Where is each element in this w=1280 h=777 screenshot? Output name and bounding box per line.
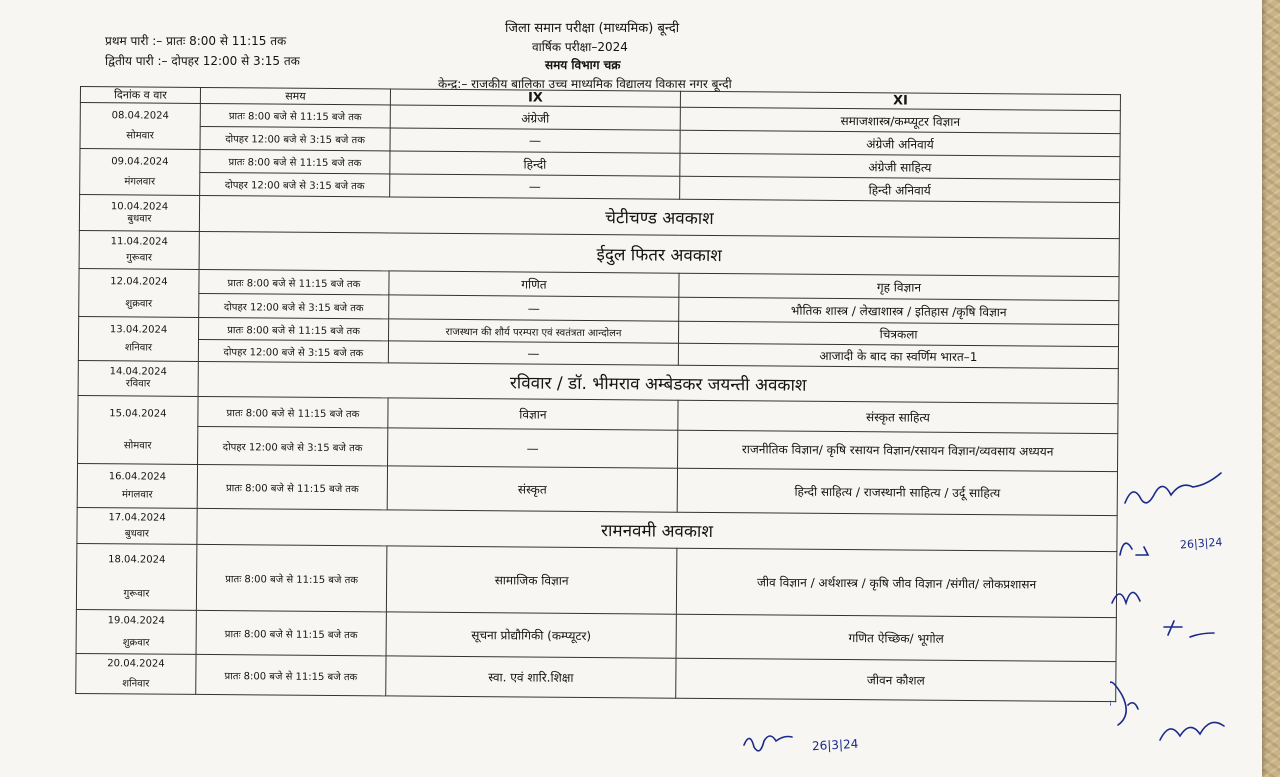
date-text: 08.04.2024 xyxy=(111,109,169,122)
day-text: मंगलवार xyxy=(124,175,156,188)
time-cell: प्रातः 8:00 बजे से 11:15 बजे तक xyxy=(196,610,386,655)
subject-ix: राजस्थान की शौर्य परम्परा एवं स्वतंत्रता आन्दोलन xyxy=(389,319,679,343)
subject-ix: — xyxy=(390,174,680,199)
day-text: बुधवार xyxy=(127,212,152,225)
date-cell xyxy=(77,507,197,544)
date-cell xyxy=(79,230,199,269)
subject-xi: गणित ऐच्छिक/ भूगोल xyxy=(676,614,1116,661)
signature-block-bottom xyxy=(740,725,810,765)
holiday-cell: रामनवमी अवकाश xyxy=(197,508,1117,551)
date-cell xyxy=(76,543,197,610)
day-text: गुरूवार xyxy=(126,251,153,264)
time-cell: प्रातः 8:00 बजे से 11:15 बजे तक xyxy=(197,464,387,509)
subject-ix: — xyxy=(389,295,679,321)
subject-xi: आजादी के बाद का स्वर्णिम भारत–1 xyxy=(678,343,1118,368)
date-cell xyxy=(79,195,199,232)
day-text: बुधवार xyxy=(124,527,150,540)
col-header-xi: XI xyxy=(680,91,1120,110)
day-text: शनिवार xyxy=(122,677,150,690)
subject-xi: समाजशास्त्र/कम्प्यूटर विज्ञान xyxy=(680,107,1120,133)
subject-xi: हिन्दी अनिवार्य xyxy=(680,176,1120,202)
timetable xyxy=(75,86,1121,702)
signature-stroke xyxy=(1110,682,1138,725)
holiday-cell: ईदुल फितर अवकाश xyxy=(199,231,1119,276)
signature-stroke xyxy=(1120,543,1148,555)
date-cell xyxy=(79,268,199,317)
date-text: 18.04.2024 xyxy=(108,553,166,566)
shift-first: प्रथम पारी :– प्रातः 8:00 से 11:15 तक xyxy=(105,34,287,48)
subject-xi: भौतिक शास्त्र / लेखाशास्त्र / इतिहास /कृषि विज्ञान xyxy=(679,297,1119,324)
day-text: मंगलवार xyxy=(121,488,153,501)
day-text: शुक्रवार xyxy=(122,636,150,649)
date-cell xyxy=(76,653,196,694)
date-cell xyxy=(80,149,200,196)
date-text: 17.04.2024 xyxy=(108,511,166,524)
date-text: 11.04.2024 xyxy=(110,235,168,248)
exam-title: जिला समान परीक्षा (माध्यमिक) बून्दी xyxy=(505,21,680,36)
subject-xi: गृह विज्ञान xyxy=(679,273,1119,300)
subject-xi: जीव विज्ञान / अर्थशास्त्र / कृषि जीव विज्ञान /संगीत/ लोकप्रशासन xyxy=(676,548,1117,617)
holiday-cell: रविवार / डॉ. भीमराव अम्बेडकर जयन्ती अवकाश xyxy=(198,361,1118,403)
time-cell: प्रातः 8:00 बजे से 11:15 बजे तक xyxy=(196,654,386,695)
shift-second: द्वितीय पारी :– दोपहर 12:00 से 3:15 तक xyxy=(105,54,300,68)
holiday-cell: चेटीचण्ड अवकाश xyxy=(199,195,1119,238)
day-text: गुरूवार xyxy=(123,587,150,600)
subject-ix: सूचना प्रोद्यौगिकी (कम्प्यूटर) xyxy=(386,612,676,658)
time-cell: दोपहर 12:00 बजे से 3:15 बजे तक xyxy=(198,339,388,362)
time-cell: दोपहर 12:00 बजे से 3:15 बजे तक xyxy=(200,126,390,150)
day-text: सोमवार xyxy=(123,439,152,452)
signature-stroke xyxy=(1160,722,1224,740)
col-header-ix: IX xyxy=(390,89,680,107)
signature-stroke xyxy=(1164,621,1214,637)
date-text: 19.04.2024 xyxy=(107,614,165,627)
subject-ix: विज्ञान xyxy=(388,398,678,430)
subject-xi: जीवन कौशल xyxy=(676,658,1116,701)
subject-ix: — xyxy=(390,128,680,153)
day-text: रविवार xyxy=(125,378,151,390)
date-text: 20.04.2024 xyxy=(107,657,165,670)
time-cell: दोपहर 12:00 बजे से 3:15 बजे तक xyxy=(199,293,389,318)
date-text: 15.04.2024 xyxy=(109,407,167,420)
signature-stroke xyxy=(1125,473,1221,503)
date-text: 09.04.2024 xyxy=(111,155,169,168)
time-cell: प्रातः 8:00 बजे से 11:15 बजे तक xyxy=(196,544,387,611)
time-cell: प्रातः 8:00 बजे से 11:15 बजे तक xyxy=(200,149,390,173)
date-text: 12.04.2024 xyxy=(110,275,168,288)
date-cell xyxy=(77,463,197,508)
time-cell: प्रातः 8:00 बजे से 11:15 बजे तक xyxy=(200,103,390,127)
subject-ix: — xyxy=(388,428,678,468)
subject-xi: राजनीतिक विज्ञान/ कृषि रसायन विज्ञान/रसायन विज्ञान/व्यवसाय अध्ययन xyxy=(678,430,1118,471)
date-text: 13.04.2024 xyxy=(109,323,168,336)
date-cell xyxy=(80,103,200,150)
day-text: सोमवार xyxy=(126,129,154,142)
subject-xi: चित्रकला xyxy=(678,321,1118,346)
day-text: शनिवार xyxy=(124,341,153,354)
subject-ix: गणित xyxy=(389,271,679,297)
subject-xi: हिन्दी साहित्य / राजस्थानी साहित्य / उर्दू साहित्य xyxy=(677,468,1117,515)
table-row xyxy=(76,653,1116,701)
date-cell xyxy=(78,395,199,464)
subject-ix: — xyxy=(388,341,678,365)
subject-ix: सामाजिक विज्ञान xyxy=(386,546,677,614)
time-cell: दोपहर 12:00 बजे से 3:15 बजे तक xyxy=(200,172,390,196)
col-header-date: दिनांक व वार xyxy=(80,87,200,104)
subject-ix: अंग्रेजी xyxy=(390,105,680,130)
day-text: शुक्रवार xyxy=(125,297,153,310)
time-cell: प्रातः 8:00 बजे से 11:15 बजे तक xyxy=(199,317,389,340)
time-cell: दोपहर 12:00 बजे से 3:15 बजे तक xyxy=(198,426,388,465)
subject-ix: स्वा. एवं शारि.शिक्षा xyxy=(386,656,676,698)
subject-ix: संस्कृत xyxy=(387,466,677,512)
date-cell xyxy=(78,316,198,361)
time-cell: प्रातः 8:00 बजे से 11:15 बजे तक xyxy=(198,396,388,427)
col-header-time: समय xyxy=(200,87,390,104)
date-text: 10.04.2024 xyxy=(110,200,169,213)
exam-subtitle: वार्षिक परीक्षा–2024 xyxy=(532,40,628,54)
subject-xi: अंग्रेजी अनिवार्य xyxy=(680,130,1120,156)
date-text: 16.04.2024 xyxy=(108,470,167,483)
date-cell xyxy=(78,360,198,396)
timetable-heading: समय विभाग चक्र xyxy=(545,58,621,72)
date-cell xyxy=(76,609,196,654)
signature-date-right: 26|3|24 xyxy=(1179,535,1223,552)
date-text: 14.04.2024 xyxy=(109,366,167,378)
signature-stroke xyxy=(1112,592,1140,603)
signature-stroke xyxy=(744,736,792,751)
exam-center: केन्द्र:– राजकीय बालिका उच्च माध्यमिक विद्यालय विकास नगर बून्दी xyxy=(438,77,732,91)
subject-xi: अंग्रेजी साहित्य xyxy=(680,153,1120,179)
subject-xi: संस्कृत साहित्य xyxy=(678,400,1118,433)
table-row xyxy=(76,543,1116,617)
subject-ix: हिन्दी xyxy=(390,151,680,176)
signature-date-bottom: 26|3|24 xyxy=(811,736,859,754)
time-cell: प्रातः 8:00 बजे से 11:15 बजे तक xyxy=(199,269,389,294)
signature-block-right xyxy=(1110,455,1250,755)
